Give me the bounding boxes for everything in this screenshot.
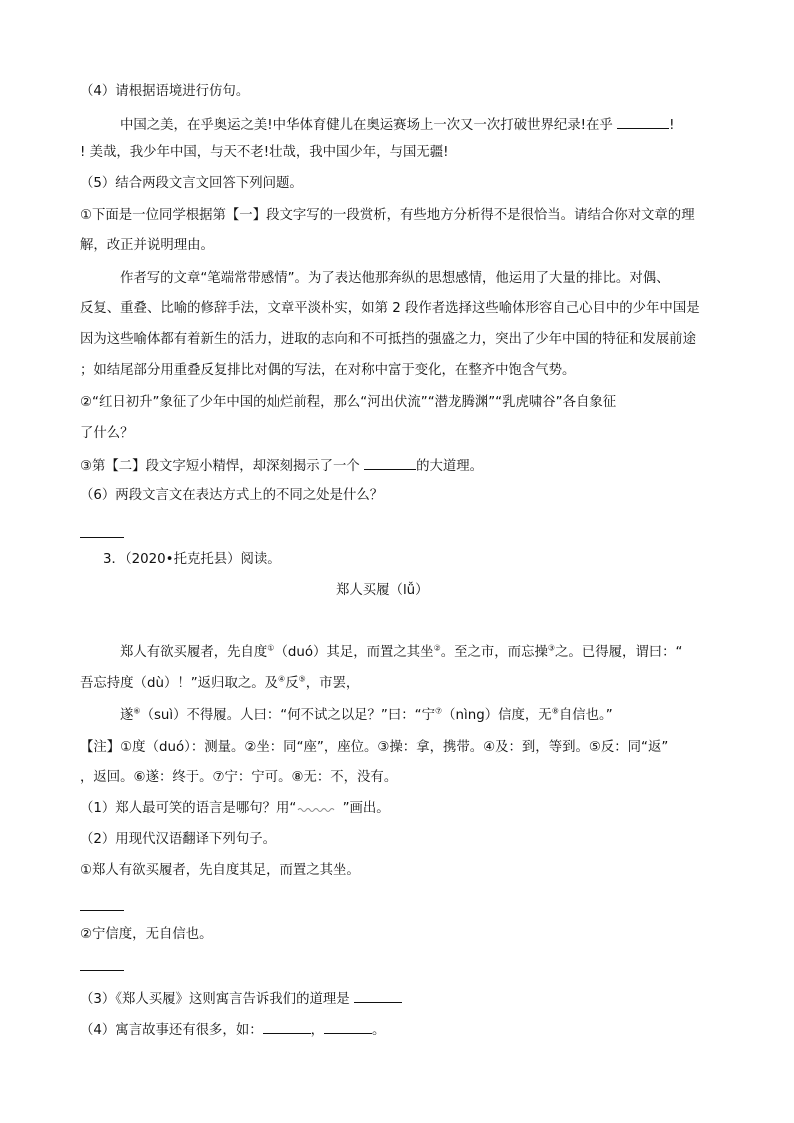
notes-line1: 【注】①度（duó）：测量。②坐：同“座”，座位。③操：拿，携带。④及：到，等到。⑤反：同“返”: [80, 740, 669, 755]
q5-part1-line2: 解，改正并说明理由。: [80, 238, 214, 253]
passage-line2: [80, 674, 359, 694]
sub-question-2-item1: ①郑人有欲买履者，先自度其足，而置之其坐。: [80, 863, 360, 878]
passage-text: 。至之市，而忘操: [440, 645, 548, 660]
footnote-mark: ⑧: [551, 706, 559, 716]
q4-answer-blank[interactable]: [617, 114, 669, 129]
q5-part3: [80, 455, 483, 477]
passage-line3: [120, 706, 613, 726]
q5-appreciation-line: 反复、重叠、比喻的修辞手法，文章平淡朴实，如第 2 段作者选择这些喻体形容自己心目中的少年中国是: [80, 301, 700, 316]
passage-text: 之。已得履，谓曰：“: [555, 645, 683, 660]
sub-question-3: [80, 988, 402, 1010]
passage-line1: [120, 643, 682, 663]
sub-question-4-blank[interactable]: [263, 1019, 311, 1034]
footnote-mark: ④: [278, 674, 286, 684]
q5-part3-end: 的大道理。: [416, 459, 484, 474]
q4-sentence-line1: [120, 114, 674, 136]
sub-question-3-text: （3）《郑人买履》这则寓言告诉我们的道理是: [80, 992, 354, 1007]
q4-sentence-end: !: [669, 118, 675, 133]
answer-line[interactable]: [80, 970, 124, 971]
sub-question-1-text: （1）郑人最可笑的语言是哪句？用“: [80, 801, 297, 816]
q5-part3-text: ③第【二】段文字短小精悍，却深刻揭示了一个: [80, 459, 365, 474]
sub-question-2-item2: ②宁信度，无自信也。: [80, 927, 213, 942]
footnote-mark: ⑥: [133, 706, 141, 716]
footnote-mark: ②: [433, 643, 441, 653]
q5-appreciation-line: ；如结尾部分用重叠反复排比对偶的写法，在对称中富于变化，在整齐中饱含气势。: [80, 363, 576, 378]
footnote-mark: ①: [267, 643, 275, 653]
q4-sentence-line2: ! 美哉，我少年中国，与天不老!壮哉，我中国少年，与国无疆!: [80, 145, 449, 160]
answer-line[interactable]: [80, 910, 124, 911]
sub-question-4: [80, 1019, 385, 1041]
q5-part3-blank[interactable]: [364, 455, 416, 470]
sub-question-4-sep: ，: [310, 1023, 324, 1038]
q4-sentence-text: 中国之美，在乎奥运之美!中华体育健儿在奥运赛场上一次又一次打破世界纪录!在乎: [120, 118, 618, 133]
passage-text: （nìng）信度，无: [442, 708, 552, 723]
q5-appreciation-line: 因为这些喻体都有着新生的活力，进取的志向和不可抵挡的强盛之力，突出了少年中国的特征和发展前途: [80, 332, 696, 347]
passage-title: 郑人买履（lǚ）: [336, 583, 429, 598]
passage-text: （duó）其足，而置之其坐: [274, 645, 434, 660]
q6-label: （6）两段文言文在表达方式上的不同之处是什么？: [80, 488, 384, 503]
sub-question-1-end: ”画出。: [338, 801, 390, 816]
q5-part2-line2: 了什么？: [80, 426, 134, 441]
sub-question-2: （2）用现代汉语翻译下列句子。: [80, 832, 276, 847]
passage-text: 吾忘持度（dù）！”返归取之。及: [80, 676, 279, 691]
sub-question-4-end: 。: [372, 1023, 386, 1038]
q5-appreciation-line: 作者写的文章“笔端常带感情”。为了表达他那奔纵的思想感情，他运用了大量的排比。对偶、: [120, 271, 670, 286]
footnote-mark: ⑤: [298, 674, 306, 684]
footnote-mark: ③: [547, 643, 556, 653]
passage-text: 反: [285, 676, 299, 691]
q4-label: （4）请根据语境进行仿句。: [80, 84, 250, 99]
sub-question-3-blank[interactable]: [354, 988, 402, 1003]
sub-question-4-text: （4）寓言故事还有很多，如：: [80, 1023, 263, 1038]
notes-line2: ，返回。⑥遂：终于。⑦宁：宁可。⑧无：不，没有。: [80, 770, 398, 785]
passage-text: 遂: [120, 708, 134, 723]
q5-label: （5）结合两段文言文回答下列问题。: [80, 176, 303, 191]
passage-text: 自信也。”: [558, 708, 613, 723]
sub-question-4-blank[interactable]: [324, 1019, 372, 1034]
passage-text: （suì）不得履。人曰：“何不试之以足？”曰：“宁: [140, 708, 435, 723]
q5-part1-line1: ①下面是一位同学根据第【一】段文字写的一段赏析，有些地方分析得不是很恰当。请结合你对文章的理: [80, 208, 695, 223]
q5-part2-line1: ②“红日初升”象征了少年中国的灿烂前程，那么“河出伏流”“潜龙腾渊”“乳虎啸谷”各自象征: [80, 395, 617, 410]
passage-text: 郑人有欲买履者，先自度: [120, 645, 268, 660]
sub-question-1: [80, 799, 390, 819]
footnote-mark: ⑦: [434, 706, 443, 716]
passage-text: ，市罢，: [305, 676, 360, 691]
wavy-underline-sample: [296, 800, 338, 812]
q6-answer-line[interactable]: [80, 537, 124, 538]
problem3-heading: 3．（2020•托克托县）阅读。: [103, 552, 281, 567]
